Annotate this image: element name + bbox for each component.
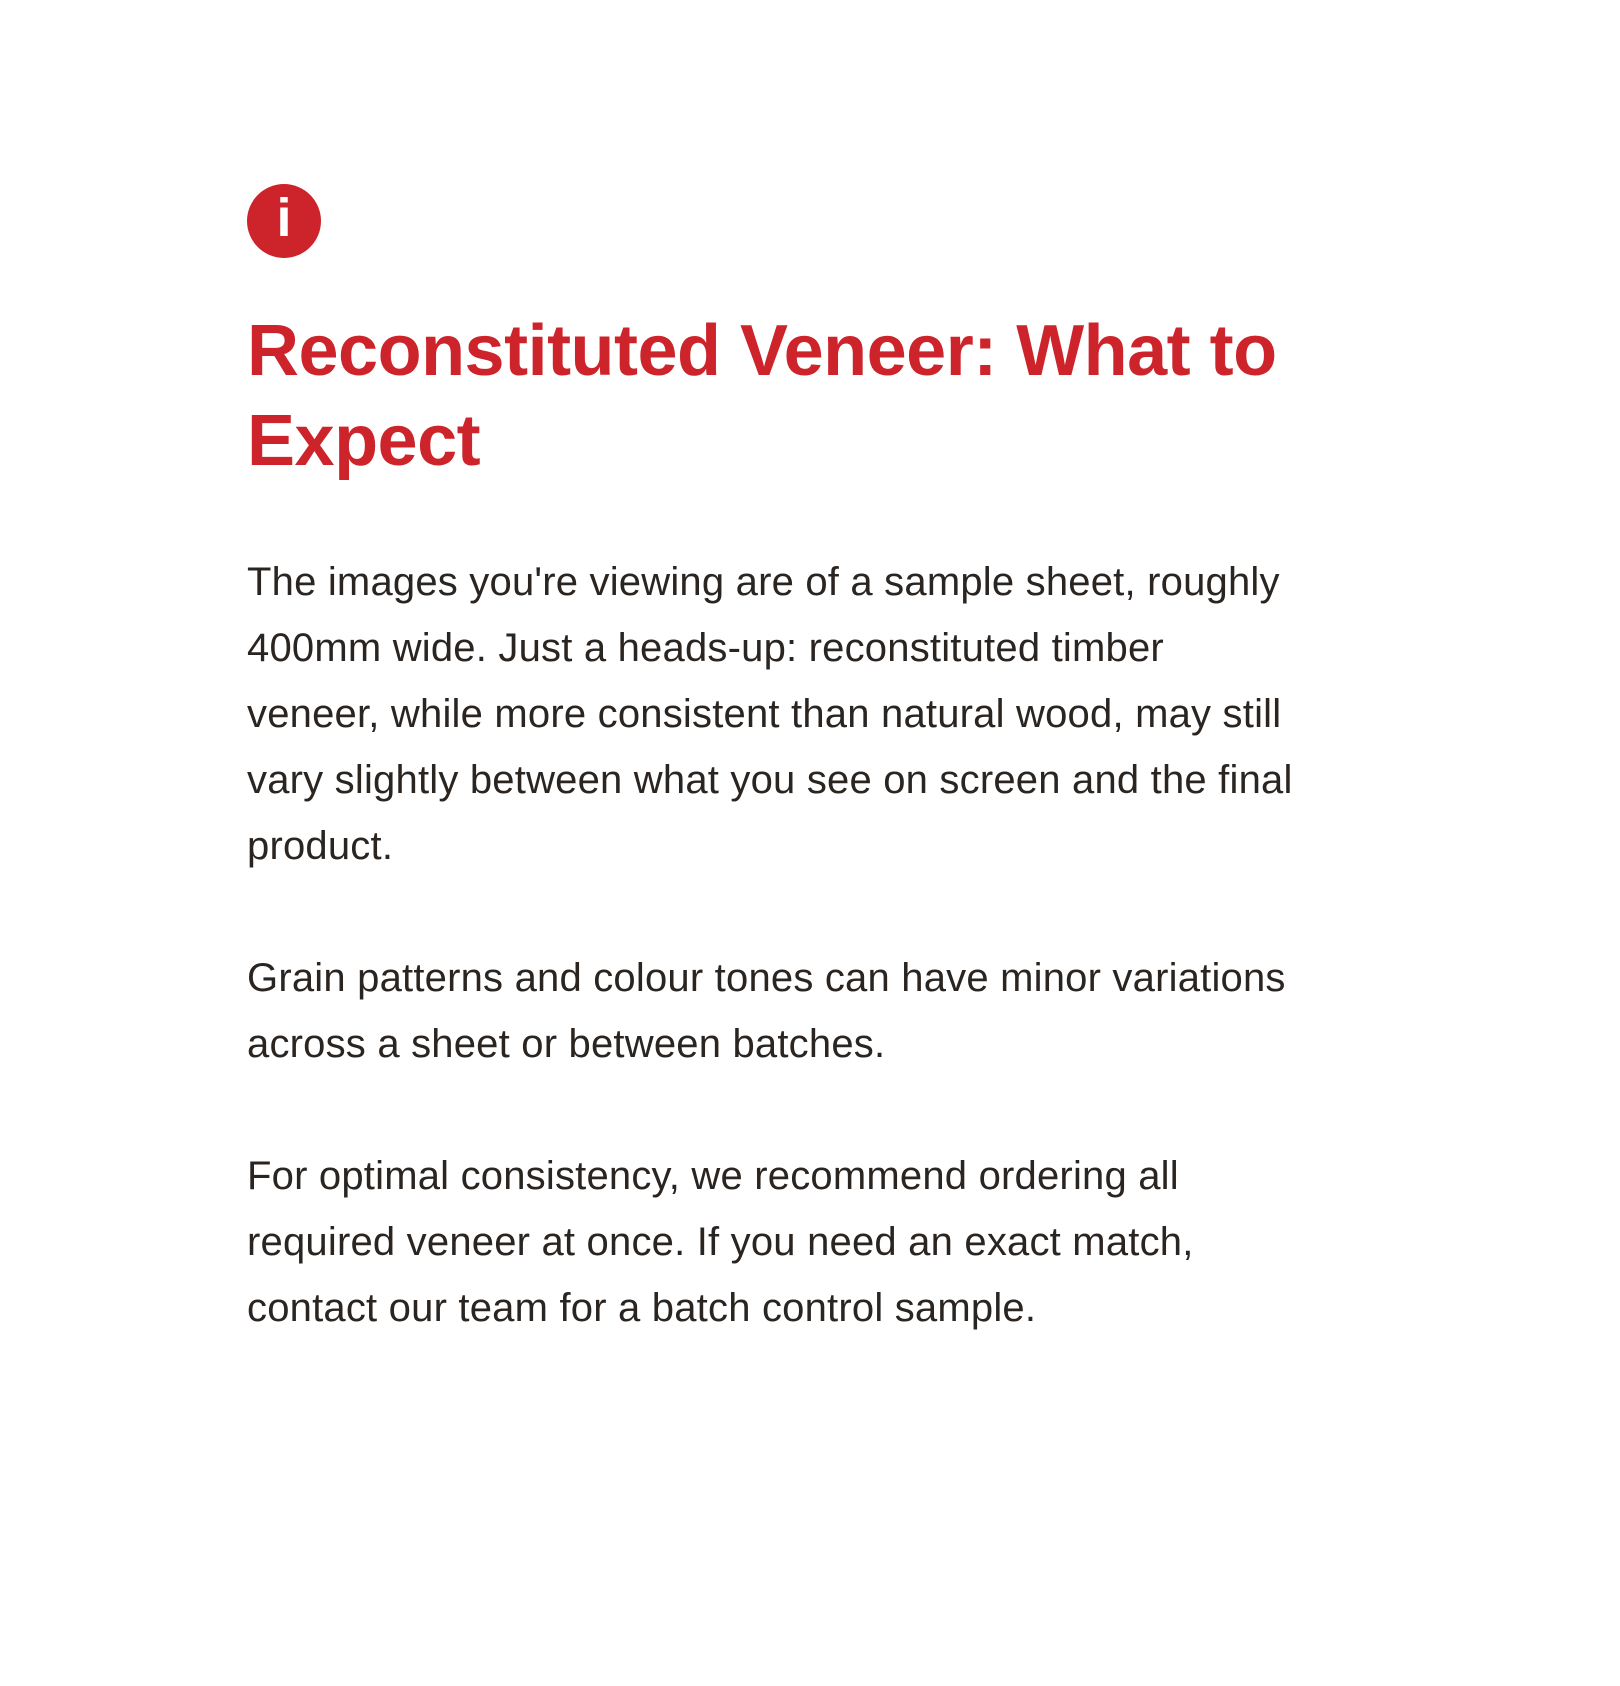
section-heading: Reconstituted Veneer: What to Expect <box>247 311 1277 481</box>
paragraph-sample-sheet: The images you're viewing are of a sample sheet, roughly 400mm wide. Just a heads-up: reconstituted timber veneer, while more consistent than natural wood, may still vary slightly between what you see on screen and the final product. <box>247 560 1293 868</box>
paragraph-ordering-recommendation: For optimal consistency, we recommend ordering all required veneer at once. If you need an exact match, contact our team for a batch control sample. <box>247 1154 1194 1330</box>
paragraph-grain-variations: Grain patterns and colour tones can have minor variations across a sheet or between batches. <box>247 956 1286 1066</box>
info-icon-glyph: i <box>276 188 292 248</box>
section-body <box>247 549 1307 1341</box>
info-icon <box>247 184 321 258</box>
